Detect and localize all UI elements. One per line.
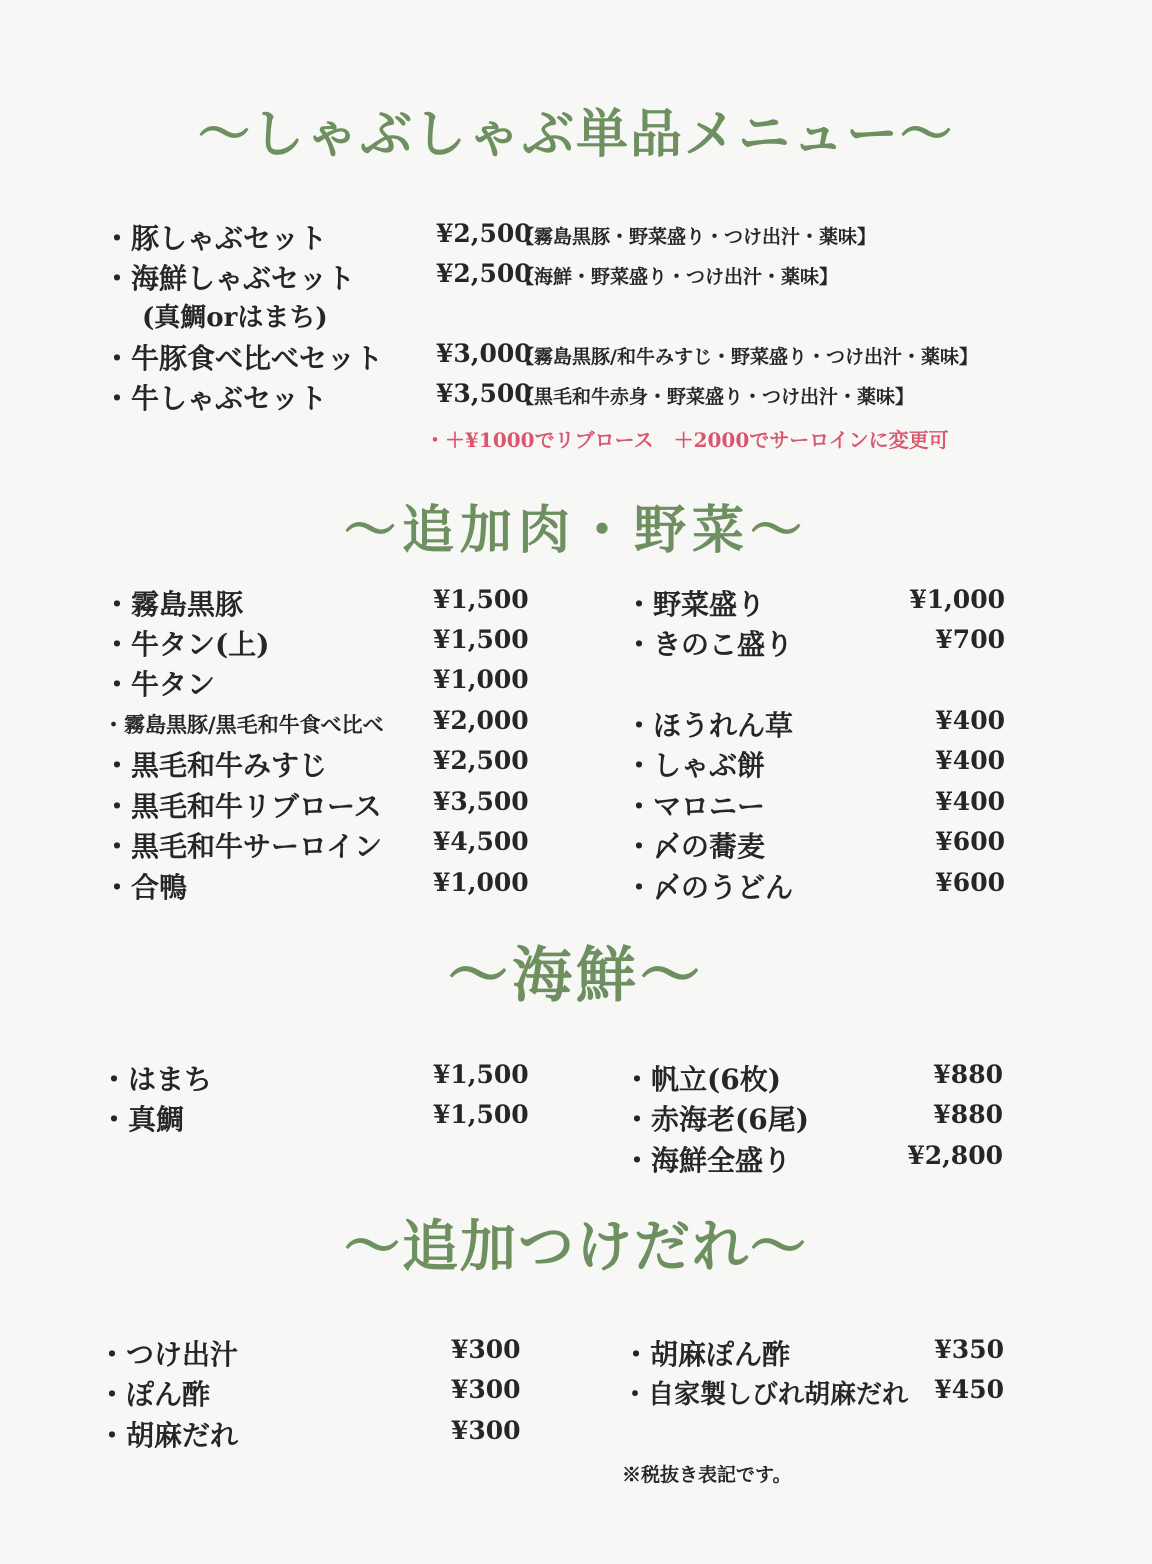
item-name: ・つけ出汁 [98, 1338, 239, 1371]
menu-item [622, 1373, 1004, 1413]
menu-item [623, 1058, 1003, 1098]
menu-item [103, 663, 529, 703]
item-price: ¥1,500 [433, 625, 529, 654]
item-price: ¥400 [935, 787, 1005, 816]
item-price: ¥400 [935, 746, 1005, 775]
menu-item [625, 785, 1005, 825]
section-heading-meat-veg: 〜追加肉・野菜〜 [343, 500, 808, 561]
item-name: ・胡麻だれ [98, 1419, 239, 1452]
item-name: ・胡麻ぽん酢 [622, 1338, 791, 1371]
section-heading-seafood: 〜海鮮〜 [448, 941, 704, 1011]
menu-item [623, 1139, 1003, 1179]
item-price: ¥2,000 [433, 706, 529, 735]
item-price: ¥1,500 [433, 1060, 529, 1089]
set-name: ・豚しゃぶセット [103, 222, 328, 255]
item-name: ・霧島黒豚/黒毛和牛食べ比べ [103, 712, 384, 737]
menu-item [100, 1058, 529, 1098]
item-name: ・はまち [100, 1063, 213, 1096]
item-name: ・海鮮全盛り [623, 1144, 792, 1177]
menu-item [100, 1098, 529, 1138]
item-name: ・霧島黒豚 [103, 588, 244, 621]
menu-item [103, 785, 529, 825]
item-name: ・黒毛和牛みすじ [103, 749, 328, 782]
menu-item [103, 583, 529, 623]
menu-item [623, 1098, 1003, 1138]
item-price: ¥300 [451, 1375, 521, 1404]
item-price: ¥450 [934, 1375, 1004, 1404]
menu-item [103, 623, 529, 663]
item-name: ・赤海老(6尾) [623, 1103, 809, 1136]
upgrade-note: ・＋¥1000でリブロース ＋2000でサーロインに変更可 [425, 428, 949, 452]
tax-footnote: ※税抜き表記です。 [622, 1464, 792, 1486]
item-price: ¥300 [451, 1335, 521, 1364]
item-name: ・しゃぶ餅 [625, 749, 766, 782]
menu-item [622, 1333, 1004, 1373]
set-row [103, 377, 1003, 417]
menu-item [103, 704, 529, 744]
section-heading-sauce: 〜追加つけだれ〜 [344, 1214, 808, 1280]
item-name: ・マロニー [625, 790, 766, 823]
menu-item [625, 744, 1005, 784]
item-price: ¥1,000 [909, 585, 1005, 614]
item-name: ・真鯛 [100, 1103, 185, 1136]
set-sub-note: (真鯛orはまち) [142, 303, 328, 333]
item-price: ¥1,000 [433, 868, 529, 897]
item-name: ・ぽん酢 [98, 1378, 211, 1411]
menu-item [98, 1333, 521, 1373]
set-price: ¥2,500 [436, 219, 532, 248]
menu-item [98, 1373, 521, 1413]
set-name: ・牛しゃぶセット [103, 382, 328, 415]
menu-item [103, 866, 529, 906]
set-description: 【霧島黒豚/和牛みすじ・野菜盛り・つけ出汁・薬味】 [515, 346, 978, 368]
item-name: ・合鴨 [103, 871, 188, 904]
item-price: ¥1,000 [433, 665, 529, 694]
set-row [103, 337, 1003, 377]
item-price: ¥880 [933, 1100, 1003, 1129]
item-price: ¥600 [935, 868, 1005, 897]
menu-item [625, 866, 1005, 906]
set-description: 【黒毛和牛赤身・野菜盛り・つけ出汁・薬味】 [515, 386, 915, 408]
menu-title: 〜しゃぶしゃぶ単品メニュー〜 [197, 104, 954, 165]
item-name: ・黒毛和牛サーロイン [103, 830, 383, 863]
item-price: ¥600 [935, 827, 1005, 856]
item-name: ・きのこ盛り [625, 628, 794, 661]
item-price: ¥2,800 [907, 1141, 1003, 1170]
menu-item [625, 704, 1005, 744]
set-name: ・海鮮しゃぶセット [103, 262, 356, 295]
item-price: ¥400 [935, 706, 1005, 735]
set-description: 【霧島黒豚・野菜盛り・つけ出汁・薬味】 [515, 226, 877, 248]
item-name: ・帆立(6枚) [623, 1063, 781, 1096]
item-price: ¥700 [935, 625, 1005, 654]
set-row [103, 217, 1003, 257]
item-name: ・ほうれん草 [625, 709, 794, 742]
item-price: ¥2,500 [433, 746, 529, 775]
item-price: ¥1,500 [433, 585, 529, 614]
item-name: ・牛タン(上) [103, 628, 270, 661]
item-name: ・牛タン [103, 668, 216, 701]
menu-item [625, 825, 1005, 865]
menu-item [103, 825, 529, 865]
item-name: ・自家製しびれ胡麻だれ [622, 1380, 909, 1410]
set-price: ¥3,000 [436, 339, 532, 368]
item-name: ・〆のうどん [625, 871, 794, 904]
item-price: ¥300 [451, 1416, 521, 1445]
item-price: ¥350 [934, 1335, 1004, 1364]
set-name: ・牛豚食べ比べセット [103, 342, 384, 375]
menu-item [103, 744, 529, 784]
set-row [103, 257, 1003, 297]
item-price: ¥3,500 [433, 787, 529, 816]
item-name: ・野菜盛り [625, 588, 766, 621]
set-description: 【海鮮・野菜盛り・つけ出汁・薬味】 [515, 266, 839, 288]
menu-item [625, 623, 1005, 663]
menu-item [625, 583, 1005, 623]
item-price: ¥4,500 [433, 827, 529, 856]
set-price: ¥3,500 [436, 379, 532, 408]
set-price: ¥2,500 [436, 259, 532, 288]
item-name: ・黒毛和牛リブロース [103, 790, 382, 823]
item-price: ¥880 [933, 1060, 1003, 1089]
item-price: ¥1,500 [433, 1100, 529, 1129]
item-name: ・〆の蕎麦 [625, 830, 766, 863]
menu-item [98, 1414, 521, 1454]
